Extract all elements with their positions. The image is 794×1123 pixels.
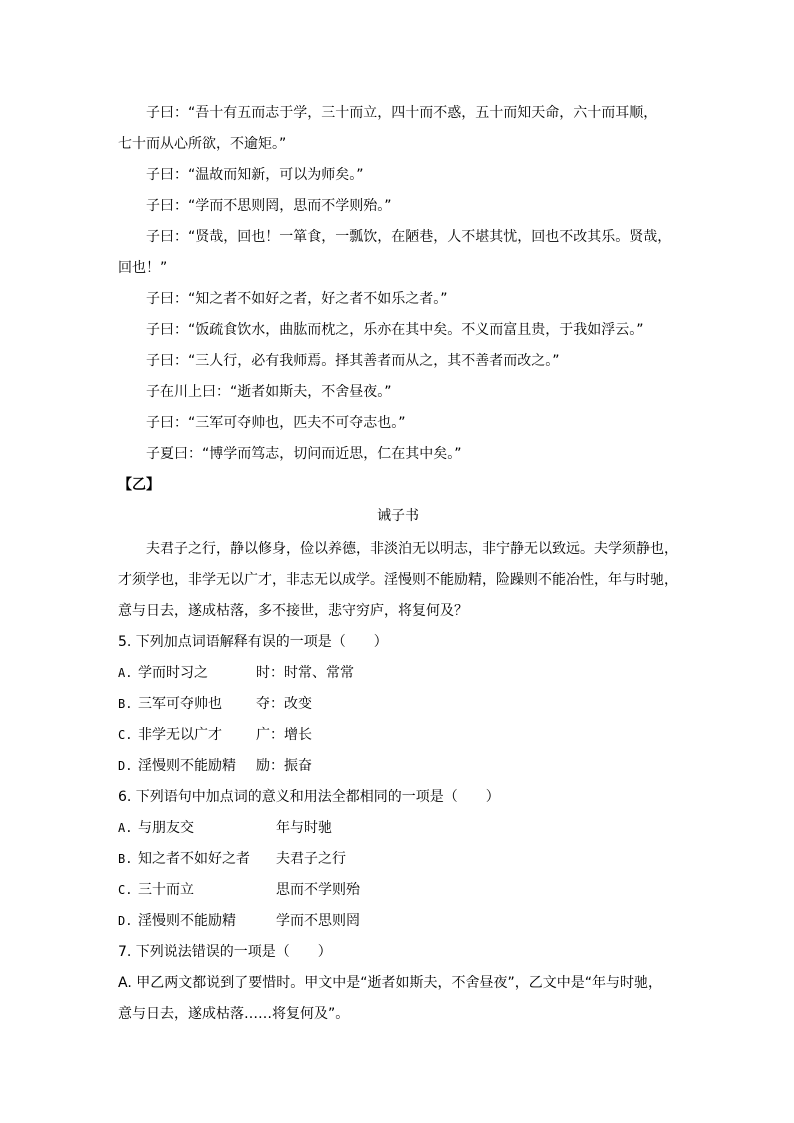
option-label: C.: [118, 883, 133, 897]
analects-line: 子曰：“吾十有五而志于学，三十而立，四十而不惑，五十而知天命，六十而耳顺，: [146, 105, 658, 121]
option-label: B.: [118, 697, 133, 711]
analects-line: 子曰：“饭疏食饮水，曲肱而枕之，乐亦在其中矣。不义而富且贵，于我如浮云。”: [146, 322, 644, 338]
analects-line: 子曰：“学而不思则罔，思而不学则殆。”: [146, 198, 392, 214]
analects-line: 子曰：“三人行，必有我师焉。择其善者而从之，其不善者而改之。”: [146, 353, 560, 369]
option-explanation: 年与时驰: [276, 820, 332, 836]
option-label: D.: [118, 914, 133, 928]
option-text: 与朋友交: [138, 820, 194, 836]
option-text: 知之者不如好之者: [138, 851, 250, 867]
q5-option-b: [118, 691, 678, 722]
option-text: 三军可夺帅也: [138, 696, 222, 712]
analects-line: 子曰：“知之者不如好之者，好之者不如乐之者。”: [146, 291, 448, 307]
question-7-option-a: A. 甲乙两文都说到了要惜时。甲文中是“逝者如斯夫，不舍昼夜”，乙文中是“年与时驰，: [118, 975, 662, 991]
text-line: 意与日去，遂成枯落，多不接世，悲守穷庐，将复何及？: [118, 603, 468, 619]
question-6-stem: 6. 下列语句中加点词的意义和用法全都相同的一项是（ ）: [118, 789, 500, 805]
option-explanation: 学而不思则罔: [276, 913, 360, 929]
analects-line: 回也！”: [118, 260, 168, 276]
analects-line: 子曰：“三军可夺帅也，匹夫不可夺志也。”: [146, 415, 406, 431]
q6-option-b: [118, 846, 678, 877]
question-6-options: [118, 815, 678, 939]
option-text: 淫慢则不能励精: [138, 913, 236, 929]
analects-line: 七十而从心所欲，不逾矩。”: [118, 136, 287, 152]
option-explanation: 励：振奋: [256, 758, 312, 774]
option-text: 淫慢则不能励精: [138, 758, 236, 774]
option-label: B.: [118, 852, 133, 866]
text-line: 才须学也，非学无以广才，非志无以成学。淫慢则不能励精，险躁则不能冶性，年与时驰，: [118, 572, 678, 588]
question-5-stem: 5. 下列加点词语解释有误的一项是（ ）: [118, 634, 388, 650]
q6-option-a: [118, 815, 678, 846]
q5-option-a: [118, 660, 678, 691]
analects-line: 子曰：“温故而知新，可以为师矣。”: [146, 167, 364, 183]
question-7-option-a-cont: 意与日去，遂成枯落……将复何及”。: [118, 1006, 350, 1022]
analects-line: 子曰：“贤哉，回也！一箪食，一瓢饮，在陋巷，人不堪其忧，回也不改其乐。贤哉，: [146, 229, 672, 245]
passage-title: 诫子书: [377, 508, 419, 524]
option-explanation: 夺：改变: [256, 696, 312, 712]
q5-option-c: [118, 722, 678, 753]
q6-option-d: [118, 908, 678, 939]
analects-line: 子夏曰：“博学而笃志，切问而近思，仁在其中矣。”: [146, 446, 462, 462]
option-label: D.: [118, 759, 133, 773]
question-5-options: [118, 660, 678, 784]
option-label: C.: [118, 728, 133, 742]
jia-passages: [118, 100, 678, 472]
option-explanation: 夫君子之行: [276, 851, 346, 867]
yi-passage: [118, 536, 678, 629]
document-page: [118, 100, 678, 1032]
option-explanation: 时：时常、常常: [256, 665, 354, 681]
option-label: A.: [118, 821, 133, 835]
option-text: 非学无以广才: [138, 727, 222, 743]
option-text: 三十而立: [138, 882, 194, 898]
q5-option-d: [118, 753, 678, 784]
option-text: 学而时习之: [138, 665, 208, 681]
option-label: A.: [118, 666, 133, 680]
question-7-stem: 7. 下列说法错误的一项是（ ）: [118, 944, 332, 960]
text-line: 夫君子之行，静以修身，俭以养德，非淡泊无以明志，非宁静无以致远。夫学须静也，: [146, 541, 678, 557]
q6-option-c: [118, 877, 678, 908]
section-heading-yi: 【乙】: [118, 477, 160, 493]
analects-line: 子在川上曰：“逝者如斯夫，不舍昼夜。”: [146, 384, 392, 400]
option-explanation: 广：增长: [256, 727, 312, 743]
option-explanation: 思而不学则殆: [276, 882, 360, 898]
